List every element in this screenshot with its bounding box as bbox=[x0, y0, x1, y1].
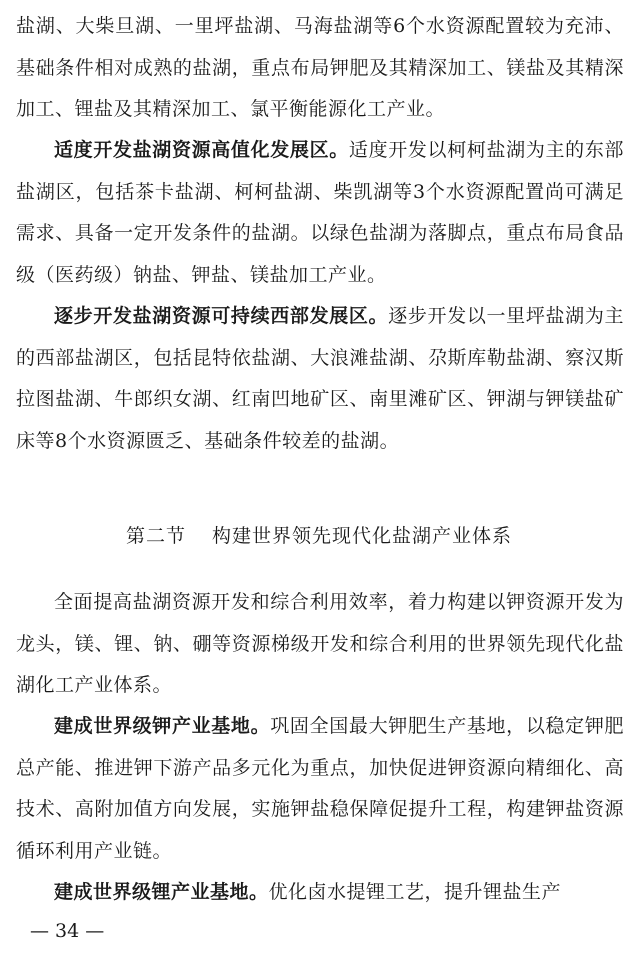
section-number: 第二节 bbox=[125, 525, 186, 547]
section-heading bbox=[0, 521, 638, 551]
paragraph-industry-system-intro bbox=[16, 582, 624, 707]
paragraph-lithium-base bbox=[16, 872, 624, 914]
paragraph-text: 适度开发以柯柯盐湖为主的东部盐湖区，包括茶卡盐湖、柯柯盐湖、柴凯湖等3个水资源配置尚可满足需求、具备一定开发条件的盐湖。以绿色盐湖为落脚点，重点布局食品级（医药级）钠盐、钾盐、镁盐加工产业。 bbox=[16, 139, 624, 286]
paragraph-lead-heading: 建成世界级锂产业基地。 bbox=[54, 881, 269, 903]
paragraph-text: 优化卤水提锂工艺，提升锂盐生产 bbox=[268, 881, 562, 903]
paragraph-potassium-base bbox=[16, 706, 624, 872]
paragraph-text: 巩固全国最大钾肥生产基地，以稳定钾肥总产能、推进钾下游产品多元化为重点，加快促进钾资源向精细化、高技术、高附加值方向发展，实施钾盐稳保障促提升工程，构建钾盐资源循环利用产业链。 bbox=[16, 715, 624, 862]
paragraph-western-zone bbox=[16, 296, 624, 462]
paragraph-salt-lakes-core-zone bbox=[16, 6, 624, 131]
paragraph-lead-heading: 建成世界级钾产业基地。 bbox=[54, 715, 271, 737]
page-number: — 34 — bbox=[30, 920, 105, 942]
paragraph-lead-heading: 适度开发盐湖资源高值化发展区。 bbox=[54, 139, 349, 161]
section-title: 构建世界领先现代化盐湖产业体系 bbox=[212, 525, 513, 547]
paragraph-eastern-zone bbox=[16, 130, 624, 296]
paragraph-text: 盐湖、大柴旦湖、一里坪盐湖、马海盐湖等6个水资源配置较为充沛、基础条件相对成熟的盐湖，重点布局钾肥及其精深加工、镁盐及其精深加工、锂盐及其精深加工、氯平衡能源化工产业。 bbox=[16, 15, 624, 120]
paragraph-lead-heading: 逐步开发盐湖资源可持续西部发展区。 bbox=[54, 305, 389, 327]
paragraph-text: 全面提高盐湖资源开发和综合利用效率，着力构建以钾资源开发为龙头，镁、锂、钠、硼等资源梯级开发和综合利用的世界领先现代化盐湖化工产业体系。 bbox=[16, 591, 624, 696]
paragraph-text: 逐步开发以一里坪盐湖为主的西部盐湖区，包括昆特依盐湖、大浪滩盐湖、尕斯库勒盐湖、察汉斯拉图盐湖、牛郎织女湖、红南凹地矿区、南里滩矿区、钾湖与钾镁盐矿床等8个水资源匮乏、基础条件较差的盐湖。 bbox=[16, 305, 624, 452]
